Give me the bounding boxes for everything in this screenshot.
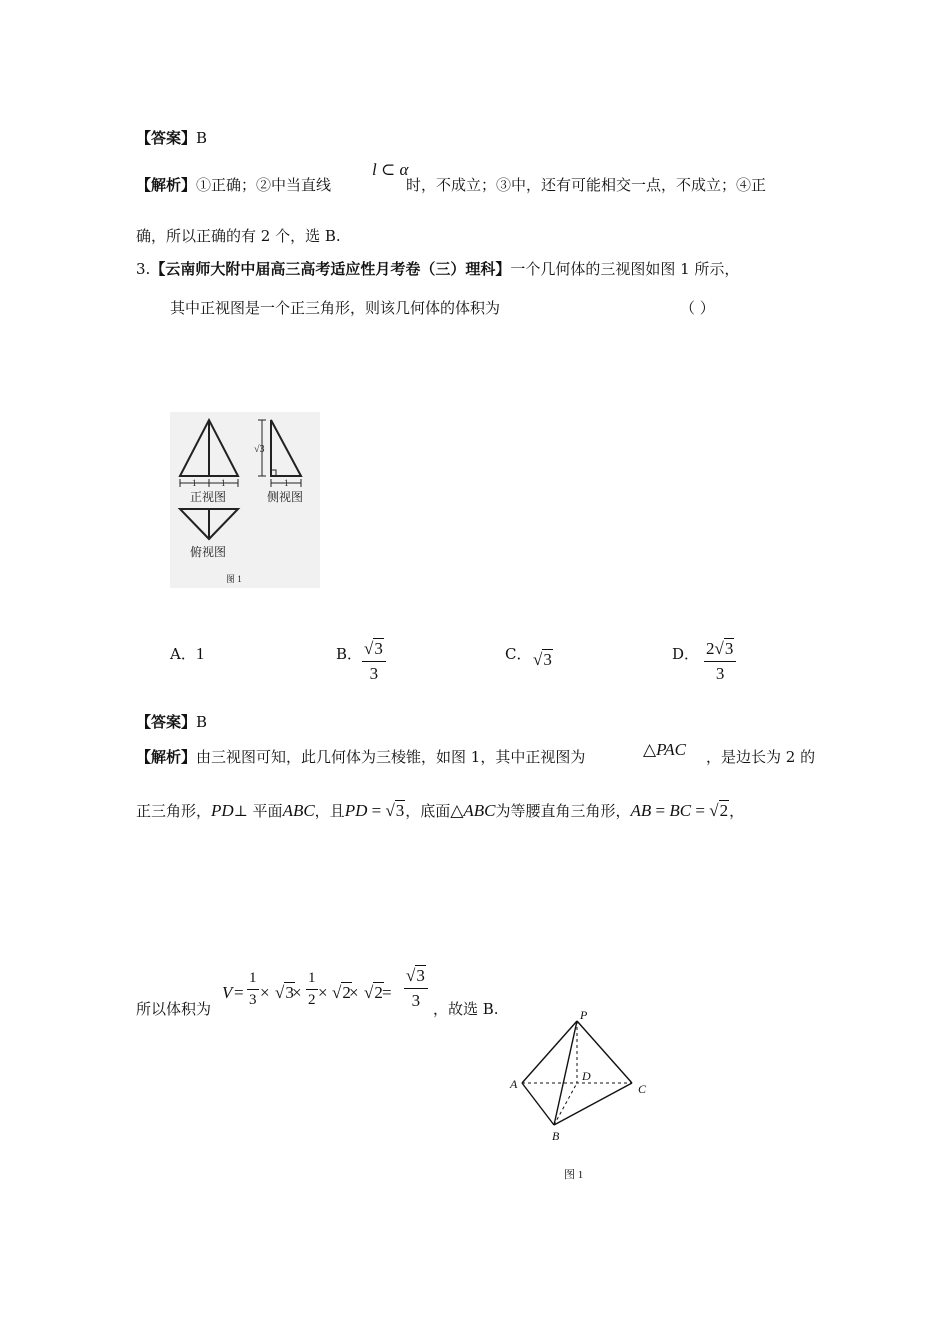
dim-one-right: 1 (221, 478, 226, 488)
frac-result: $\frac{√3}{3}$ (404, 966, 428, 1011)
option-b-denominator: 3 (369, 664, 379, 683)
option-c-label[interactable]: C． (505, 645, 532, 663)
q3-analysis-line2: 正三角形，PD⊥ 平面ABC，且PD = √3，底面△ABC为等腰直角三角形，AB = BC = √2， (136, 801, 745, 820)
front-view-dimension (180, 479, 238, 487)
q3-analysis-line1 (136, 746, 585, 767)
analysis-text: ①正确；②中当直线 (196, 176, 332, 194)
option-a-value: 1 (195, 644, 205, 663)
option-d-coef: 2 (706, 639, 715, 658)
dim-one-left: 1 (192, 478, 197, 488)
volume-v: V (222, 983, 233, 1002)
question-stem: 一个几何体的三视图如图 1 所示， (510, 260, 740, 278)
volume-sqrt2-b: √2 (364, 983, 383, 1002)
label-d: D (582, 1069, 591, 1083)
answer-value: B (196, 713, 208, 731)
dim-height: √3 (254, 444, 265, 455)
option-b-fraction: $\frac{√3}{3}$ (362, 639, 386, 684)
label-c: C (638, 1082, 647, 1096)
three-view-figure (170, 412, 320, 588)
analysis-tag: 【解析】 (136, 176, 197, 194)
volume-sqrt3: √3 (275, 983, 294, 1002)
label-p: P (580, 1008, 588, 1022)
question-number: 3. (136, 260, 151, 278)
option-d-fraction: $\frac{2√3}{3}$ (704, 639, 736, 684)
option-d-numerator: 3 (724, 639, 734, 658)
label-a: A (510, 1077, 518, 1091)
option-d-denominator: 3 (715, 664, 725, 683)
front-view (180, 420, 238, 476)
volume-eq-2: = (382, 983, 392, 1002)
answer-value: B (196, 129, 208, 147)
volume-eq: = (234, 983, 244, 1002)
volume-times-4: × (349, 983, 359, 1002)
q3-stem-line2: 其中正视图是一个正三角形，则该几何体的体积为 (170, 299, 501, 317)
q2-answer-line (136, 127, 207, 148)
frac-one-third: $\frac{1}{3}$ (249, 970, 257, 1008)
q2-analysis-line1-tail: 时，不成立；③中，还有可能相交一点，不成立；④正 (406, 176, 767, 194)
option-d-label[interactable]: D． (672, 645, 700, 663)
option-b-label[interactable]: B． (336, 645, 363, 663)
q2-analysis-line1 (136, 174, 331, 195)
option-a[interactable] (170, 643, 204, 664)
q2-analysis-line2: 确，所以正确的有 2 个，选 B. (136, 227, 341, 245)
answer-paren: （ ） (680, 299, 715, 317)
volume-suffix: ，故选 B. (433, 1000, 499, 1018)
volume-sqrt2-a: √2 (332, 983, 351, 1002)
figure-caption: 图 1 (226, 574, 242, 584)
analysis-tag: 【解析】 (136, 748, 197, 766)
side-view (271, 420, 301, 476)
option-c-value: √3 (533, 650, 552, 669)
top-view (180, 509, 238, 539)
q3-stem-line1 (136, 258, 739, 279)
frac-one-half: $\frac{1}{2}$ (308, 970, 316, 1008)
option-b-numerator: 3 (374, 639, 383, 658)
volume-times-3: × (318, 983, 328, 1002)
dim-one-side: 1 (284, 478, 289, 488)
front-view-label: 正视图 (190, 490, 227, 504)
side-view-label: 侧视图 (267, 490, 304, 504)
volume-prefix: 所以体积为 (136, 1000, 212, 1018)
answer-tag: 【答案】 (136, 713, 197, 731)
volume-times-2: × (292, 983, 302, 1002)
q2-analysis-math: l ⊂ α (372, 160, 409, 179)
question-source: 【云南师大附中届高三高考适应性月考卷（三）理科】 (150, 260, 511, 278)
pyramid-caption: 图 1 (564, 1169, 584, 1180)
volume-times-1: × (260, 983, 270, 1002)
q3-analysis-line1-tail: ，是边长为 2 的 (706, 748, 816, 766)
answer-tag: 【答案】 (136, 129, 197, 147)
triangle-pac: △PAC (643, 740, 686, 759)
top-view-label: 俯视图 (190, 545, 227, 559)
q3-answer-line (136, 711, 207, 732)
label-b: B (552, 1129, 560, 1143)
analysis-text: 由三视图可知，此几何体为三棱锥，如图 1，其中正视图为 (196, 748, 586, 766)
option-a-label: A． (170, 645, 196, 663)
pyramid-figure (500, 1005, 670, 1180)
